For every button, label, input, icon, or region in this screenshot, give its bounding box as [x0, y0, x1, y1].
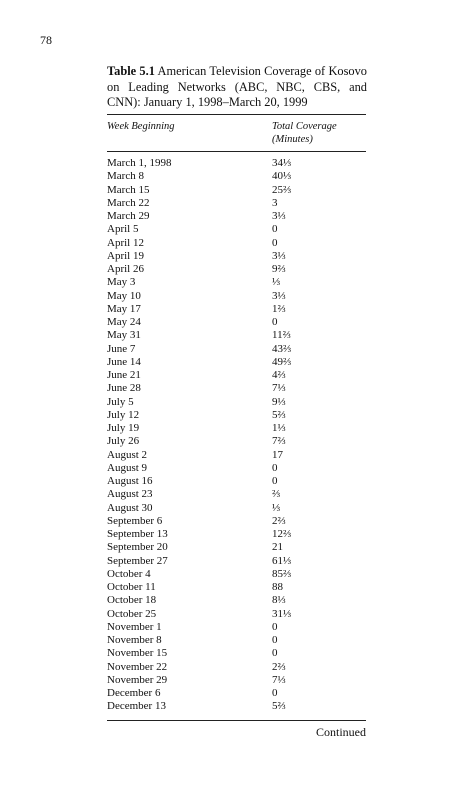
table-row [107, 687, 366, 700]
minutes-cell: 40⅓ [272, 170, 292, 183]
week-cell: November 22 [107, 660, 168, 673]
week-cell: September 27 [107, 554, 168, 567]
continued-note: Continued [316, 725, 366, 739]
table-row [107, 581, 366, 594]
week-cell: October 18 [107, 594, 157, 607]
minutes-cell: 9⅓ [272, 395, 286, 408]
minutes-cell: 0 [272, 461, 278, 474]
column-header-total-line1: Total Coverage [272, 121, 337, 132]
week-cell: August 16 [107, 475, 153, 487]
week-cell: December 13 [107, 700, 166, 713]
table-row [107, 594, 366, 607]
minutes-cell: 3⅓ [272, 289, 286, 302]
table-top-rule [107, 114, 366, 115]
minutes-cell: 5⅔ [272, 408, 286, 421]
table-header-rule [107, 151, 366, 152]
table-row [107, 276, 366, 289]
week-cell: July 19 [107, 422, 140, 434]
week-cell: July 26 [107, 435, 140, 448]
table-row [107, 647, 366, 660]
minutes-cell: 0 [272, 647, 278, 660]
table-row [107, 329, 366, 342]
week-cell: May 3 [107, 276, 136, 289]
column-header-week: Week Beginning [107, 121, 175, 132]
table-caption [107, 64, 367, 111]
table-row [107, 515, 366, 528]
minutes-cell: 85⅔ [272, 567, 292, 580]
table-row [107, 197, 366, 210]
table-row [107, 223, 366, 236]
table-label: Table 5.1 [107, 64, 155, 78]
week-cell: September 6 [107, 514, 163, 527]
week-cell: April 26 [107, 263, 144, 275]
table-body [107, 157, 366, 714]
minutes-cell: 3⅓ [272, 210, 286, 222]
week-cell: July 12 [107, 408, 140, 421]
table-row [107, 634, 366, 647]
minutes-cell: 0 [272, 687, 278, 699]
week-cell: December 6 [107, 687, 161, 699]
week-cell: May 17 [107, 302, 141, 315]
table-row [107, 170, 366, 183]
table-row [107, 488, 366, 501]
column-header-total [272, 120, 337, 146]
table-row [107, 528, 366, 541]
week-cell: June 21 [107, 369, 141, 381]
minutes-cell: 1⅓ [272, 422, 286, 434]
table-row [107, 462, 366, 475]
table-row [107, 409, 366, 422]
week-cell: November 29 [107, 673, 168, 686]
minutes-cell: 4⅔ [272, 369, 286, 381]
week-cell: November 1 [107, 620, 162, 633]
minutes-cell: 0 [272, 634, 278, 646]
minutes-cell: 11⅔ [272, 329, 291, 342]
minutes-cell: 0 [272, 316, 278, 328]
table-row [107, 661, 366, 674]
week-cell: October 25 [107, 607, 157, 620]
week-cell: June 28 [107, 382, 141, 395]
table-row [107, 250, 366, 263]
minutes-cell: 43⅔ [272, 342, 292, 355]
week-cell: April 12 [107, 236, 144, 249]
week-cell: March 15 [107, 183, 150, 196]
table-row [107, 382, 366, 395]
week-cell: May 10 [107, 289, 141, 302]
table-row [107, 435, 366, 448]
table-row [107, 184, 366, 197]
table-row [107, 343, 366, 356]
minutes-cell: 5⅔ [272, 700, 286, 713]
table-row [107, 449, 366, 462]
week-cell: March 22 [107, 196, 150, 209]
week-cell: November 15 [107, 647, 168, 660]
week-cell: August 2 [107, 448, 148, 461]
minutes-cell: 0 [272, 236, 278, 249]
table-row [107, 303, 366, 316]
minutes-cell: 7⅔ [272, 435, 286, 448]
table-row [107, 237, 366, 250]
minutes-cell: 0 [272, 620, 278, 633]
minutes-cell: 88 [272, 581, 283, 593]
table-row [107, 210, 366, 223]
table-row [107, 316, 366, 329]
table-row [107, 475, 366, 488]
week-cell: March 1, 1998 [107, 157, 172, 169]
table-row [107, 369, 366, 382]
minutes-cell: 34⅓ [272, 157, 292, 169]
minutes-cell: 2⅔ [272, 514, 286, 527]
minutes-cell: 8⅓ [272, 594, 286, 607]
week-cell: June 14 [107, 355, 141, 368]
table-bottom-rule [107, 720, 366, 721]
table-row [107, 290, 366, 303]
week-cell: November 8 [107, 634, 162, 646]
table-row [107, 422, 366, 435]
table-row [107, 608, 366, 621]
minutes-cell: 49⅔ [272, 355, 292, 368]
minutes-cell: 31⅓ [272, 607, 292, 620]
table-row [107, 621, 366, 634]
week-cell: March 29 [107, 210, 150, 222]
minutes-cell: ⅓ [272, 276, 281, 289]
minutes-cell: ⅓ [272, 501, 281, 514]
table-row [107, 502, 366, 515]
week-cell: May 24 [107, 316, 141, 328]
minutes-cell: 61⅓ [272, 554, 292, 567]
week-cell: July 5 [107, 395, 134, 408]
table-row [107, 555, 366, 568]
minutes-cell: 7⅓ [272, 382, 286, 395]
minutes-cell: 17 [272, 448, 283, 461]
minutes-cell: 2⅔ [272, 660, 286, 673]
table-row [107, 674, 366, 687]
week-cell: June 7 [107, 342, 136, 355]
week-cell: October 11 [107, 581, 156, 593]
week-cell: May 31 [107, 329, 141, 342]
minutes-cell: 1⅔ [272, 302, 286, 315]
minutes-cell: 0 [272, 475, 278, 487]
table-row [107, 700, 366, 713]
minutes-cell: 12⅔ [272, 528, 292, 540]
minutes-cell: 3⅓ [272, 249, 286, 262]
minutes-cell: 0 [272, 223, 278, 236]
minutes-cell: 9⅔ [272, 263, 286, 275]
week-cell: August 30 [107, 501, 153, 514]
week-cell: August 9 [107, 461, 148, 474]
table-row [107, 263, 366, 276]
page-number: 78 [40, 33, 52, 47]
table-row [107, 157, 366, 170]
table-row [107, 396, 366, 409]
minutes-cell: 3 [272, 196, 278, 209]
week-cell: October 4 [107, 567, 151, 580]
week-cell: September 20 [107, 541, 168, 554]
minutes-cell: 25⅔ [272, 183, 292, 196]
minutes-cell: 21 [272, 541, 283, 554]
table-row [107, 356, 366, 369]
week-cell: April 19 [107, 249, 144, 262]
week-cell: March 8 [107, 170, 144, 183]
week-cell: August 23 [107, 488, 153, 501]
week-cell: September 13 [107, 528, 168, 540]
column-header-total-line2: (Minutes) [272, 134, 313, 145]
minutes-cell: 7⅓ [272, 673, 286, 686]
table-title: American Television Coverage of Kosovo on Leading Networks (ABC, NBC, CBS, and CNN): January 1, 1998–March 20, 1999 [107, 64, 367, 109]
table-row [107, 541, 366, 554]
week-cell: April 5 [107, 223, 139, 236]
minutes-cell: ⅔ [272, 488, 281, 501]
table-row [107, 568, 366, 581]
